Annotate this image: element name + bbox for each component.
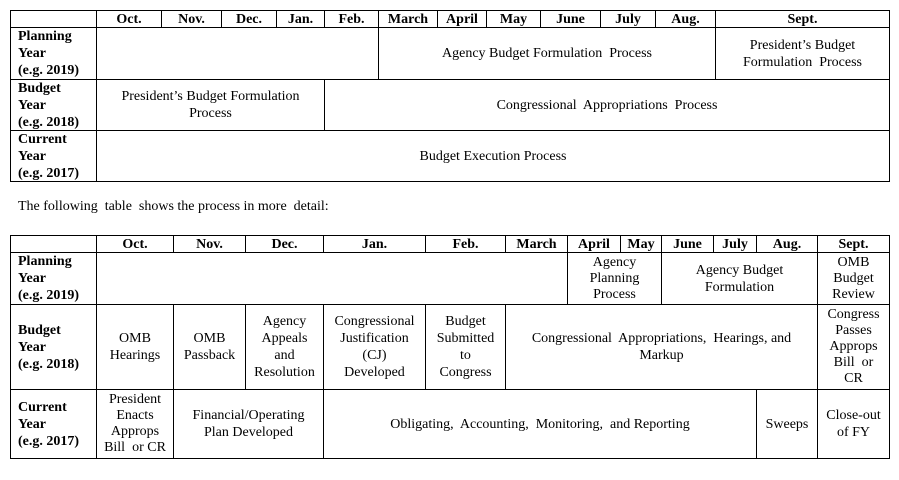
cell-line: Hearings [109,348,161,363]
cell-line: OMB [193,331,226,346]
cell-line: Congressional Appropriations, Hearings, and [531,331,792,346]
cell-line: Budget [445,314,486,329]
sweeps-cell [756,389,818,459]
agency-budget-formulation-cell: Agency Budget Formulation Process [378,27,716,80]
header-jan: Jan. [276,10,325,28]
header-oct: Oct. [96,10,162,28]
row-label-budget-year [10,79,97,131]
label-line: Year [18,339,46,355]
label-line: (e.g. 2018) [18,114,80,130]
header-dec: Dec. [221,10,277,28]
cell-line: Bill or CR [104,440,166,455]
label-line: (e.g. 2019) [18,288,80,303]
cell-line: Close-out [826,408,881,423]
header-nov: Nov. [161,10,222,28]
agency-budget-formulation-cell [661,252,818,305]
obligating-accounting-cell [323,389,757,459]
intro-paragraph: The following table shows the process in more detail: [18,199,329,214]
presidents-budget-formulation-cell: President’s Budget Formulation Process [715,27,890,80]
cell-line: Agency [262,314,307,329]
header-july: July [713,235,757,253]
header-feb: Feb. [324,10,379,28]
president-enacts-cell [96,389,174,459]
agency-planning-process-cell [567,252,662,305]
label-line: Year [18,46,46,61]
agency-appeals-cell [245,304,324,390]
cell-line: Planning [589,270,640,286]
row-label-planning-year [10,252,97,305]
cell-line: of FY [836,425,871,440]
cell-line: to [460,348,471,363]
cell-line: Resolution [254,365,315,380]
label-line: Year [18,148,46,164]
label-line: Current [18,399,67,415]
label-line: Current [18,131,67,147]
header-dec: Dec. [245,235,324,253]
cell-line: Review [832,286,875,302]
cell-line: Financial/Operating [192,408,305,423]
omb-passback-cell [173,304,246,390]
label-line: Budget [18,80,61,96]
header-march: March [505,235,568,253]
cell-line: CR [844,371,863,386]
omb-budget-review-cell [817,252,890,305]
header-nov: Nov. [173,235,246,253]
header-aug: Aug. [756,235,818,253]
label-line: Planning [18,29,72,44]
omb-hearings-cell [96,304,174,390]
header-march: March [378,10,438,28]
cell-line: Appeals [261,331,308,346]
row-label-current-year [10,389,97,459]
label-line: Year [18,416,46,432]
label-line: (e.g. 2018) [18,356,80,372]
congress-passes-approps-cell [817,304,890,390]
cell-line: Congressional [334,314,415,329]
cell-line: (CJ) [362,348,387,363]
cell-line: Passes [835,323,872,338]
cell-line: Plan Developed [203,425,294,440]
cell-line: and [274,348,295,363]
cell-line: Process [593,286,636,302]
cell-line: OMB [837,254,870,270]
cell-line: Submitted [436,331,495,346]
header-corner [10,235,97,253]
label-line: Planning [18,254,72,269]
row-label-current-year [10,130,97,182]
cell-line: Enacts [116,408,154,423]
cell-line: Obligating, Accounting, Monitoring, and Reporting [390,416,690,432]
presidents-budget-process-cell: President’s Budget Formulation Process [96,79,325,131]
header-june: June [661,235,714,253]
cell-line: Sweeps [765,416,809,432]
header-jan: Jan. [323,235,426,253]
cell-line: Congress [827,307,880,322]
cell-line: Justification [340,331,409,346]
header-aug: Aug. [655,10,716,28]
close-out-fy-cell [817,389,890,459]
cell-line: OMB [119,331,151,346]
label-line: Budget [18,322,61,338]
header-sept: Sept. [715,10,890,28]
cell-line: Congress [439,365,492,380]
header-sept: Sept. [817,235,890,253]
header-corner [10,10,97,28]
budget-submitted-cell [425,304,506,390]
label-line: Year [18,271,46,286]
financial-operating-plan-cell [173,389,324,459]
congressional-appropriations-hearings-cell [505,304,818,390]
row-label-planning-year [10,27,97,80]
cell-line: Approps [110,424,160,439]
row-label-budget-year [10,304,97,390]
label-line: (e.g. 2017) [18,433,80,449]
cell-line: Agency Budget [695,262,784,278]
label-line: Year [18,97,46,113]
label-line: (e.g. 2019) [18,63,80,78]
header-july: July [600,10,656,28]
cell-line: Approps [829,339,878,354]
header-feb: Feb. [425,235,506,253]
cell-line: Markup [639,348,684,363]
header-april: April [437,10,487,28]
cell-line: President [108,392,162,407]
budget-execution-cell: Budget Execution Process [96,130,890,182]
header-april: April [567,235,621,253]
cell-line: Passback [183,348,236,363]
planning-empty-cell [96,252,568,305]
cell-line: Agency [592,254,637,270]
cell-line: Formulation [704,279,775,295]
cell-line: Bill or [833,355,874,370]
planning-empty-cell [96,27,379,80]
header-june: June [540,10,601,28]
header-oct: Oct. [96,235,174,253]
congressional-justification-cell [323,304,426,390]
header-may: May [486,10,541,28]
header-may: May [620,235,662,253]
label-line: (e.g. 2017) [18,165,80,181]
cell-line: Developed [344,365,405,380]
congressional-appropriations-cell: Congressional Appropriations Process [324,79,890,131]
cell-line: Budget [833,270,874,286]
